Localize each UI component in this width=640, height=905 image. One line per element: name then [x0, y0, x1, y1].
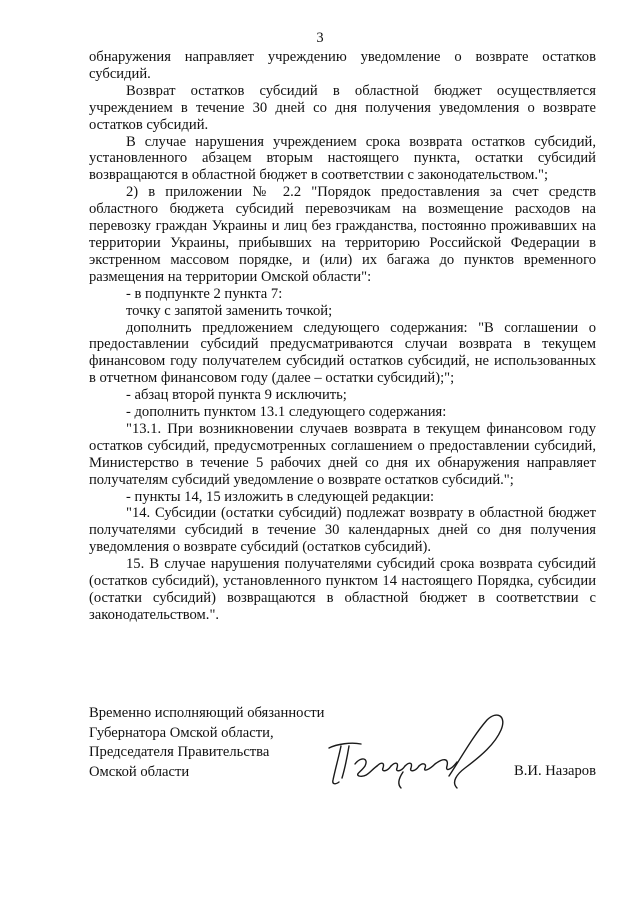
- paragraph: 2) в приложении № 2.2 "Порядок предоставления за счет средств областного бюджета субсидий перевозчикам на возмещение расходов на перевозку граждан Украины и лиц без гражданства, постоянно проживавших на территории Украины, прибывших на территорию Российской Федерации в экстренном массовом порядке, и (или) их багажа до пунктов временного размещения на территории Омской области":: [89, 184, 596, 285]
- paragraph: 15. В случае нарушения получателями субсидий срока возврата субсидий (остатков субсидий), установленного пунктом 14 настоящего Порядка, субсидии (остатки субсидий) возвращаются в областной бюджет в соответствии с законодательством.".: [89, 556, 596, 623]
- paragraph: дополнить предложением следующего содержания: "В соглашении о предоставлении субсидий предусматриваются случаи возврата в текущем финансовом году получателем субсидий остатков субсидий, не использованных в отчетном финансовом году (далее – остатки субсидий);";: [89, 319, 596, 387]
- paragraph: "14. Субсидии (остатки субсидий) подлежат возврату в областной бюджет получателями субсидий в течение 30 календарных дней со дня получения уведомления о возврате субсидий (остатков субсидий).: [89, 505, 596, 556]
- paragraph: В случае нарушения учреждением срока возврата остатков субсидий, установленного абзацем вторым настоящего пункта, остатки субсидий возвращаются в областной бюджет в соответствии с законодательством.";: [89, 133, 596, 184]
- signatory-title-line: Временно исполняющий обязанности: [89, 705, 325, 721]
- signatory-title-line: Председателя Правительства: [89, 744, 270, 760]
- paragraph: "13.1. При возникновении случаев возврата в текущем финансовом году остатков субсидий, предусмотренных соглашением о предоставлении субсидий, Министерство в течение 5 рабочих дней со дня их обнаружения направляет получателям субсидий уведомление о возврате остатков субсидий.";: [89, 420, 596, 488]
- paragraph: - дополнить пунктом 13.1 следующего содержания:: [126, 404, 447, 421]
- paragraph: - абзац второй пункта 9 исключить;: [126, 387, 347, 404]
- page-number: 3: [316, 30, 324, 46]
- signatory-name: В.И. Назаров: [514, 763, 596, 779]
- document-body: [89, 49, 596, 624]
- handwritten-signature: [311, 706, 511, 802]
- signature-block: [89, 704, 596, 804]
- paragraph: - в подпункте 2 пункта 7:: [126, 285, 283, 302]
- paragraph: Возврат остатков субсидий в областной бюджет осуществляется учреждением в течение 30 дней со дня получения уведомления о возврате остатков субсидий.: [89, 82, 596, 133]
- signatory-title-line: Омской области: [89, 763, 190, 780]
- paragraph: точку с запятой заменить точкой;: [126, 302, 333, 319]
- signatory-title-line: Губернатора Омской области,: [89, 724, 274, 741]
- paragraph: - пункты 14, 15 изложить в следующей редакции:: [126, 488, 435, 505]
- signatory-title: [89, 704, 324, 782]
- paragraph-continuation: обнаружения направляет учреждению уведомление о возврате остатков субсидий.: [89, 49, 596, 82]
